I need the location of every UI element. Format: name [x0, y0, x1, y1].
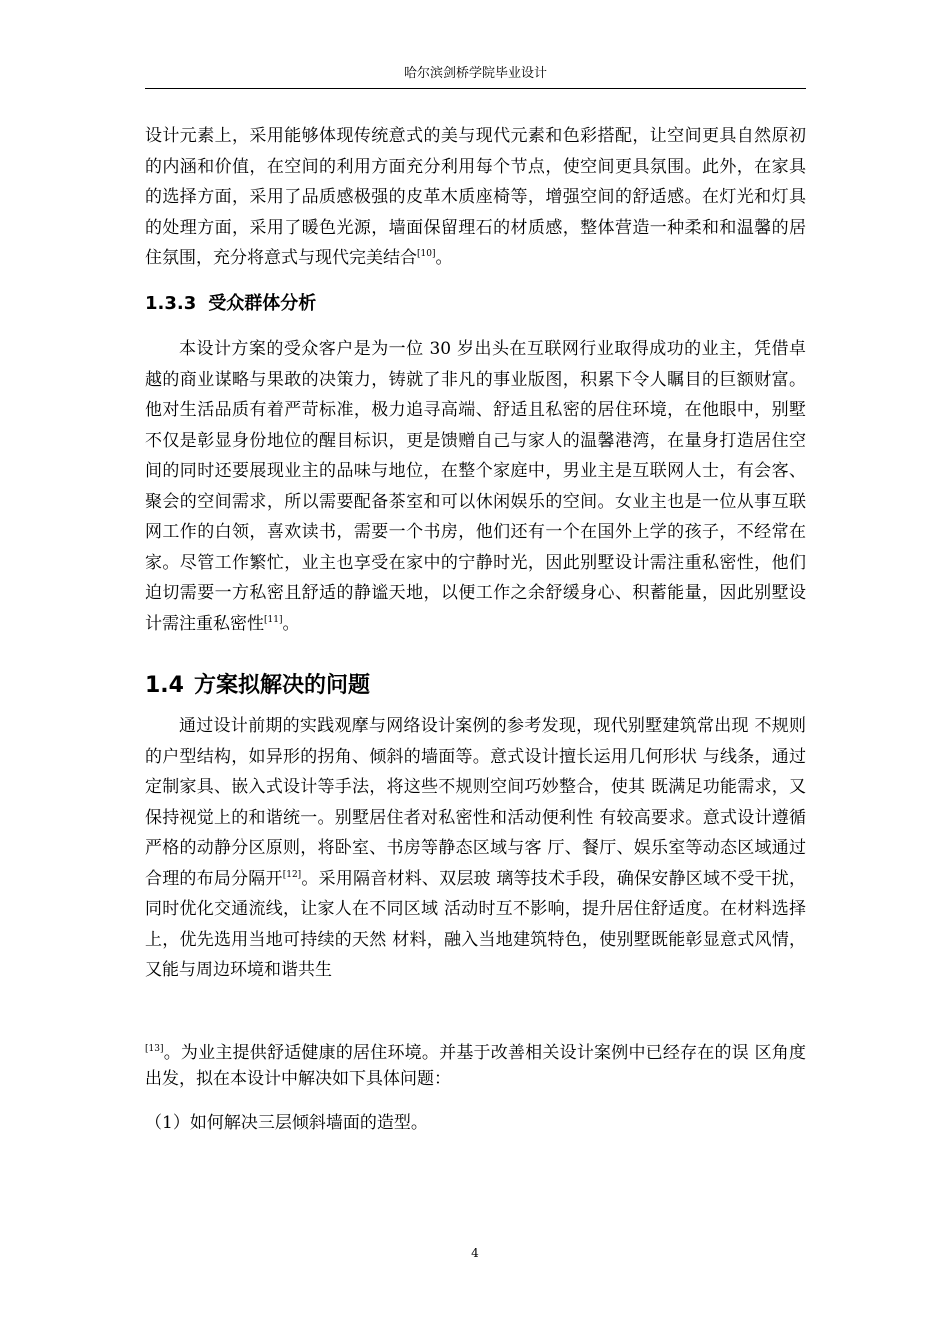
paragraph-problems — [145, 711, 806, 986]
paragraph-text: 本设计方案的受众客户是为一位 30 岁出头在互联网行业取得成功的业主，凭借卓越的商业谋略与果敢的决策力，铸就了非凡的事业版图，积累下令人瞩目的巨额财富。他对生活品质有着严苛标准，极力追寻高端、舒适且私密的居住环境，在他眼中，别墅不仅是彰显身份地位的醒目标识，更是馈赠自己与家人的温馨港湾，在量身打造居住空间的同时还要展现业主的品味与地位，在整个家庭中，男业主是互联网人士，有会客、聚会的空间需求，所以需要配备茶室和可以休闲娱乐的空间。女业主也是一位从事互联网工作的白领，喜欢读书，需要一个书房，他们还有一个在国外上学的孩子，不经常在家。尽管工作繁忙，业主也享受在家中的宁静时光，因此别墅设计需注重私密性，他们迫切需要一方私密且舒适的静谧天地，以便工作之余舒缓身心、积蓄能量，因此别墅设计需注重私密性 — [145, 339, 806, 634]
paragraph-end: 。 — [435, 248, 453, 268]
paragraph-design-elements — [145, 121, 806, 274]
paragraph-text: 通过设计前期的实践观摩与网络设计案例的参考发现，现代别墅建筑常出现 不规则的户型结构，如异形的拐角、倾斜的墙面等。意式设计擅长运用几何形状 与线条，通过定制家具、嵌入式设计等手法，将这些不规则空间巧妙整合，使其 既满足功能需求，又保持视觉上的和谐统一。别墅居住者对私密性和活动便利性 有较高要求。意式设计遵循严格的动静分区原则，将卧室、书房等静态区域与客 厅、餐厅、娱乐室等动态区域通过合理的布局分隔开 — [145, 716, 806, 889]
citation-ref: [11] — [264, 614, 283, 625]
page-number: 4 — [471, 1246, 479, 1260]
citation-ref: [10] — [417, 249, 436, 259]
paragraph-end: 。 — [282, 613, 300, 634]
section-title: 受众群体分析 — [208, 293, 317, 314]
page-header-title: 哈尔滨剑桥学院毕业设计 — [403, 66, 547, 81]
paragraph-text: 设计元素上，采用能够体现传统意式的美与现代元素和色彩搭配，让空间更具自然原初的内涵和价值，在空间的利用方面充分利用每个节点，使空间更具氛围。此外，在家具的选择方面，采用了品质感极强的皮革木质座椅等，增强空间的舒适感。在灯光和灯具的处理方面，采用了暖色光源，墙面保留理石的材质感，整体营造一种柔和和温馨的居住氛围，充分将意式与现代完美结合 — [145, 126, 806, 268]
section-number: 1.3.3 — [145, 293, 197, 314]
list-item-problem-1: （1）如何解决三层倾斜墙面的造型。 — [145, 1113, 428, 1133]
paragraph-text: 。为业主提供舒适健康的居住环境。并基于改善相关设计案例中已经存在的误 区角度出发，拟在本设计中解决如下具体问题： — [145, 1043, 806, 1089]
citation-ref: [12] — [282, 869, 302, 880]
paragraph-text-continued: 。采用隔音材料、双层玻 璃等技术手段，确保安静区域不受干扰，同时优化交通流线，让家人在不同区域 活动时互不影响，提升居住舒适度。在材料选择上，优先选用当地可持续的天然 材料，融入当地建筑特色，使别墅既能彰显意式风情，又能与周边环境和谐共生 — [145, 868, 807, 980]
section-heading-1-4 — [145, 671, 370, 701]
header-divider — [145, 88, 806, 89]
paragraph-solution-intro — [145, 1040, 806, 1092]
section-number: 1.4 — [145, 673, 184, 698]
paragraph-audience — [145, 334, 806, 639]
section-title: 方案拟解决的问题 — [193, 673, 370, 698]
section-heading-1-3-3 — [145, 290, 316, 318]
citation-ref: [13] — [145, 1044, 164, 1054]
